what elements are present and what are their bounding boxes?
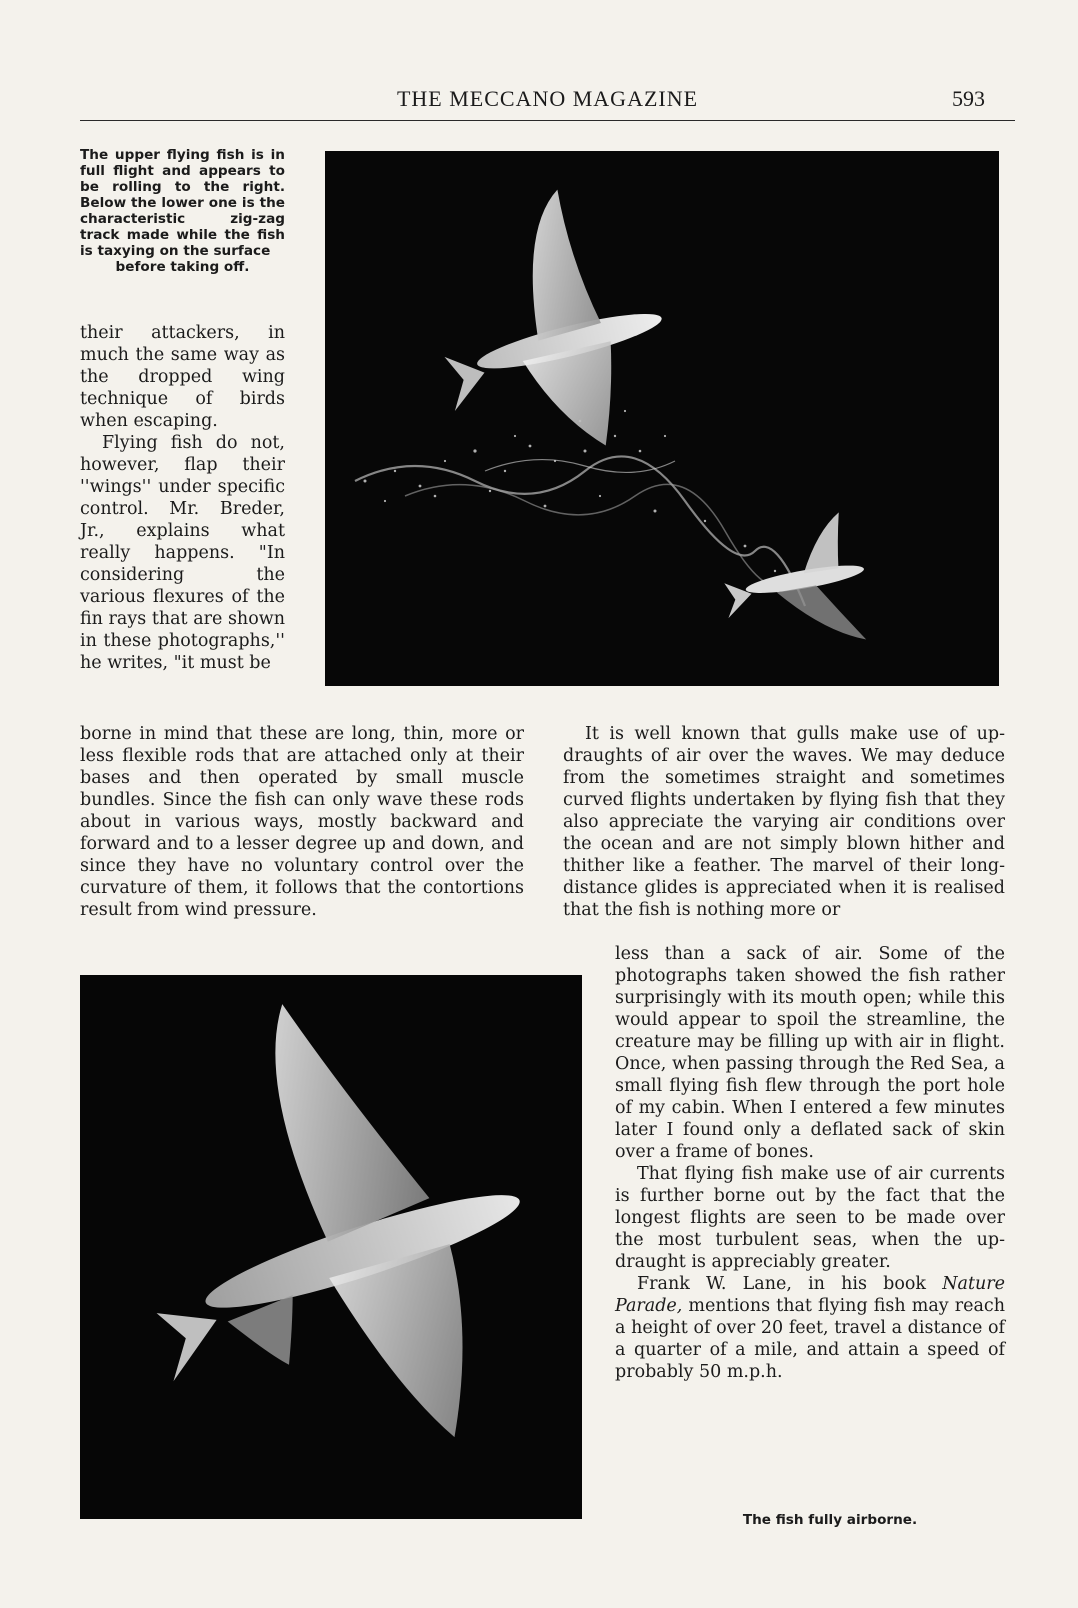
top-caption-text: The upper flying fish is in full flight and appears to be rolling to the right. Below the lower one is the characteristic zig-zag track made while the fish is taxying on the surface (80, 147, 285, 259)
right-full-column (563, 723, 1005, 921)
top-caption-last-line: before taking off. (115, 259, 250, 275)
paragraph-sack-of-air: less than a sack of air. Some of the photographs taken showed the fish rather surprisingly with its mouth open; while this would appear to spoil the streamline, the creature may be filling up with air in flight. Once, when passing through the Red Sea, a small flying fish flew through the port hole of my cabin. When I entered a few minutes later I found only a deflated sack of skin over a frame of bones. (615, 944, 1005, 1162)
top-photo-caption (80, 147, 285, 275)
paragraph-gulls: It is well known that gulls make use of up-draughts of air over the waves. We may deduce from the sometimes straight and sometimes curved flights undertaken by flying fish that they also appreciate the varying air conditions over the ocean and are not simply blown hither and thither like a feather. The marvel of their long-distance glides is appreciated when it is realised that the fish is nothing more or (563, 724, 1005, 920)
lane-text-before: Frank W. Lane, in his book (637, 1274, 943, 1294)
right-narrow-column (615, 943, 1005, 1383)
page-header (80, 86, 1015, 121)
paragraph-breder: Flying fish do not, however, flap their ''wings'' under specific control. Mr. Breder, Jr., explains what really happens. "In considering the various flexures of the fin rays that are shown in these photographs,'' he writes, "it must be (80, 433, 285, 673)
paragraph-frank-lane (615, 1273, 1005, 1383)
paragraph-fin-rays: borne in mind that these are long, thin, more or less flexible rods that are attached only at their bases and then operated by small muscle bundles. Since the fish can only wave these rods about in various ways, mostly backward and forward and to a lesser degree up and down, and since they have no voluntary control over the curvature of them, it follows that the contortions result from wind pressure. (80, 724, 524, 920)
bottom-photo-caption: The fish fully airborne. (742, 1512, 918, 1528)
paragraph-air-currents: That flying fish make use of air currents is further borne out by the fact that the longest flights are seen to be made over the most turbulent seas, when the up-draught is appreciably greater. (615, 1164, 1005, 1272)
magazine-title: THE MECCANO MAGAZINE (396, 86, 699, 111)
page-number: 593 (952, 86, 985, 111)
flying-fish-flight-image (325, 151, 999, 686)
book-title: Nature Parade, (615, 1274, 1005, 1316)
flying-fish-airborne-image (80, 975, 582, 1519)
left-narrow-column (80, 322, 285, 674)
bottom-flying-fish-photo (80, 975, 582, 1519)
paragraph-attackers: their attackers, in much the same way as the dropped wing technique of birds when escaping. (80, 323, 285, 431)
lane-text-after: mentions that flying fish may reach a height of over 20 feet, travel a distance of a quarter of a mile, and attain a speed of probably 50 m.p.h. (615, 1296, 1005, 1382)
left-full-column (80, 723, 524, 921)
top-flying-fish-photo (325, 151, 999, 686)
